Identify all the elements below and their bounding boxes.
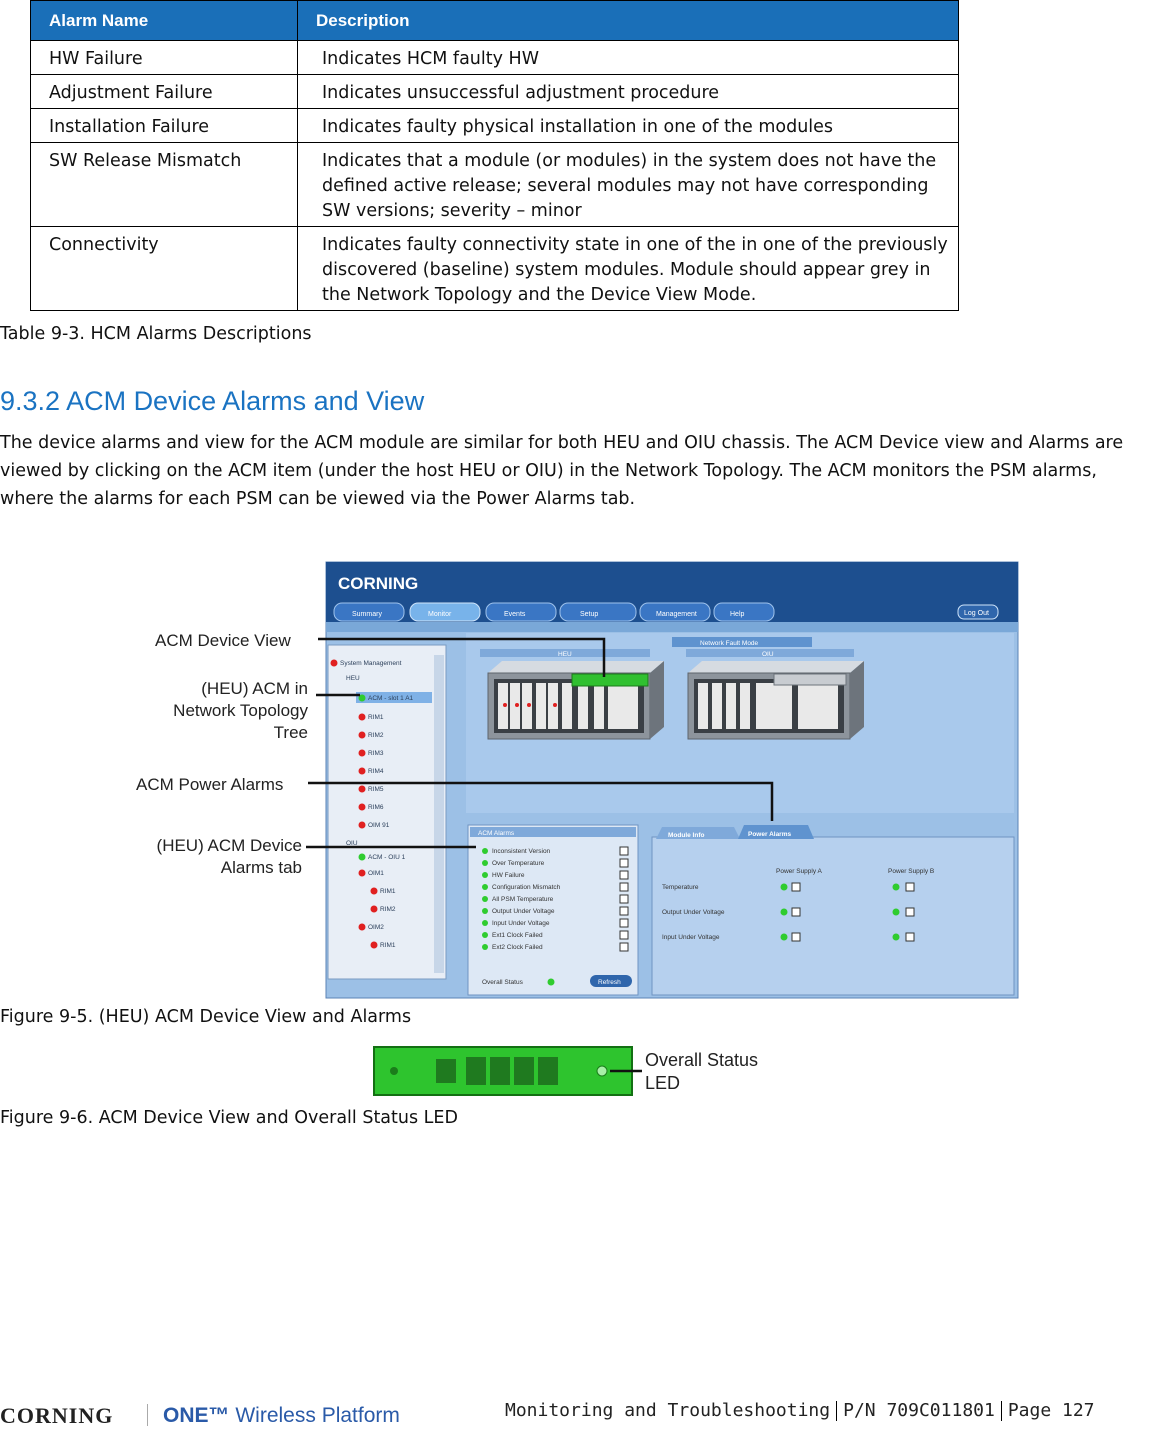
table-row [31,41,959,75]
alarm-desc-cell: Indicates unsuccessful adjustment procedure [298,75,959,109]
mask-checkbox[interactable] [620,919,628,927]
alarm-label: Over Temperature [492,860,545,867]
nav-tab-label: Monitor [428,611,452,618]
table-row [31,227,959,311]
mask-checkbox[interactable] [792,883,800,891]
tree-item: OIM 91 [368,822,390,829]
mask-checkbox[interactable] [620,895,628,903]
power-alarms-panel [652,837,1014,995]
status-led [359,854,366,861]
app-toolbar [326,622,1018,632]
body-line: viewed by clicking on the ACM item (under the host HEU or OIU) in the Network Topology. The ACM monitors the PSM alarms, [0,461,1097,481]
status-led [482,872,488,878]
table-row [31,109,959,143]
tree-item: ACM - slot 1 A1 [368,695,414,702]
tree-item: RIM1 [380,888,396,895]
footer-section: Monitoring and Troubleshooting [505,1400,831,1421]
callout-acm-device-view: ACM Device View [155,631,291,650]
table-header-row [31,1,959,41]
callout-acm-tree-3: Tree [273,723,308,742]
corning-logo: CORNING [0,1403,114,1428]
nav-tab-label: Management [656,611,697,618]
status-led [371,906,378,913]
alarm-label: HW Failure [492,872,525,879]
mask-checkbox[interactable] [792,908,800,916]
product-prefix: ONE™ [163,1404,230,1427]
status-led [482,932,488,938]
mask-checkbox[interactable] [620,883,628,891]
tree-item: RIM4 [368,768,384,775]
desc-line: SW versions; severity – minor [322,201,582,221]
status-led [359,870,366,877]
table-caption: Table 9-3. HCM Alarms Descriptions [0,324,312,344]
alarm-name-cell: SW Release Mismatch [31,143,298,227]
desc-line: defined active release; several modules may not have corresponding [322,176,929,196]
status-led [482,884,488,890]
tree-item: HEU [346,675,360,682]
nav-tab-label: Setup [580,611,599,618]
footer-part-number: P/N 709C011801 [843,1400,995,1421]
status-led [781,884,788,891]
alarm-name-cell: Installation Failure [31,109,298,143]
acm-module [572,674,648,686]
callout-labels [136,631,308,877]
oiu-chassis [688,661,864,739]
tree-item: RIM6 [368,804,384,811]
status-led [482,860,488,866]
alarm-label: Configuration Mismatch [492,884,561,891]
status-led [371,888,378,895]
desc-line: discovered (baseline) system modules. Module should appear grey in [322,260,931,280]
status-led [371,942,378,949]
column-header: Power Supply B [888,868,935,875]
overall-status-led [548,979,555,986]
alarms-panel-title: ACM Alarms [478,830,515,837]
hcm-alarms-table [30,0,959,311]
callout-acm-tree-2: Network Topology [173,701,308,720]
nav-tab-label: Help [730,611,745,618]
status-led [482,944,488,950]
acm-port [514,1057,534,1085]
overall-status-label: Overall Status [482,979,523,986]
callout-led: LED [645,1073,681,1093]
acm-port [436,1059,456,1083]
header-alarm-name: Alarm Name [31,1,298,41]
header-description: Description [298,1,959,41]
alarm-desc-cell: Indicates faulty physical installation in one of the modules [298,109,959,143]
refresh-label: Refresh [598,979,621,986]
tree-item: RIM2 [368,732,384,739]
row-label: Temperature [662,884,699,891]
device-view-title: Network Fault Mode [700,640,759,647]
desc-line: Indicates faulty connectivity state in one of the in one of the previously [322,235,948,255]
tree-item: System Management [340,660,402,667]
page-footer [0,1398,1156,1428]
status-led [482,896,488,902]
callout-overall-status: Overall Status [645,1050,759,1070]
mask-checkbox[interactable] [906,883,914,891]
callout-alarms-tab-2: Alarms tab [220,858,302,877]
figure-acm-overall-status-led [370,1043,790,1099]
tree-item: RIM1 [368,714,384,721]
desc-line: the Network Topology and the Device View Mode. [322,285,757,305]
body-line: The device alarms and view for the ACM module are similar for both HEU and OIU chassis. The ACM Device view and Alarms are [0,433,1124,453]
tree-item: ACM - OIU 1 [368,854,406,861]
status-led [359,786,366,793]
overall-status-led [597,1066,607,1076]
mask-checkbox[interactable] [620,847,628,855]
alarm-name-cell: HW Failure [31,41,298,75]
status-led [893,934,900,941]
status-led [359,714,366,721]
status-led [359,804,366,811]
status-led [331,660,338,667]
heu-label: HEU [558,651,572,658]
mask-checkbox[interactable] [620,943,628,951]
status-led [359,732,366,739]
acm-port [466,1057,486,1085]
footer-info [505,1400,1095,1421]
status-led [482,848,488,854]
figure-acm-device-view [0,555,1156,1005]
column-header: Power Supply A [776,868,822,875]
nav-tabs[interactable] [334,603,774,621]
tree-item: OIU [346,840,358,847]
callout-power-alarms: ACM Power Alarms [136,775,284,794]
alarm-name-cell: Connectivity [31,227,298,311]
nav-tab-label: Summary [352,611,382,618]
alarm-label: Input Under Voltage [492,920,550,927]
mask-checkbox[interactable] [906,908,914,916]
alarm-desc-cell [298,227,959,311]
alarm-desc-cell: Indicates HCM faulty HW [298,41,959,75]
status-led [781,909,788,916]
callout-acm-tree-1: (HEU) ACM in [201,679,308,698]
oiu-label: OIU [762,651,774,658]
status-led [359,768,366,775]
desc-line: Indicates that a module (or modules) in the system does not have the [322,151,937,171]
status-led [893,909,900,916]
status-led [482,920,488,926]
footer-divider [147,1404,148,1426]
status-led [359,750,366,757]
status-led [893,884,900,891]
mask-checkbox[interactable] [620,859,628,867]
tree-item: RIM3 [368,750,384,757]
tab-label: Module Info [668,832,705,839]
product-suffix: Wireless Platform [229,1404,400,1427]
status-led [781,934,788,941]
alarm-label: Inconsistent Version [492,848,551,855]
tree-item: RIM1 [380,942,396,949]
callout-alarms-tab-1: (HEU) ACM Device [156,836,302,855]
acm-port [538,1057,558,1085]
alarm-name-cell: Adjustment Failure [31,75,298,109]
row-label: Input Under Voltage [662,934,720,941]
alarm-label: Ext2 Clock Failed [492,944,543,951]
table-row [31,143,959,227]
mask-checkbox[interactable] [620,931,628,939]
table-row [31,75,959,109]
tree-scrollbar[interactable] [434,655,444,973]
status-led [482,908,488,914]
figure6-caption: Figure 9-6. ACM Device View and Overall Status LED [0,1108,458,1128]
tree-item: OIM1 [368,870,384,877]
tab-label: Power Alarms [748,831,792,838]
alarm-desc-cell [298,143,959,227]
alarm-label: Ext1 Clock Failed [492,932,543,939]
tree-item: RIM2 [380,906,396,913]
product-name [163,1404,400,1428]
logout-label: Log Out [964,610,989,617]
figure5-caption: Figure 9-5. (HEU) ACM Device View and Alarms [0,1007,412,1027]
mask-checkbox[interactable] [792,933,800,941]
section-heading: 9.3.2 ACM Device Alarms and View [0,386,425,416]
mask-checkbox[interactable] [620,871,628,879]
row-label: Output Under Voltage [662,909,725,916]
section-body [0,429,1156,513]
heu-chassis [488,661,664,739]
nav-tab-label: Events [504,611,526,618]
app-brand: CORNING [338,574,419,593]
footer-page: Page 127 [1007,1400,1095,1421]
status-led [359,822,366,829]
body-line: where the alarms for each PSM can be viewed via the Power Alarms tab. [0,489,636,509]
acm-port [490,1057,510,1085]
alarm-label: Output Under Voltage [492,908,555,915]
mask-checkbox[interactable] [620,907,628,915]
alarm-label: All PSM Temperature [492,896,554,903]
mask-checkbox[interactable] [906,933,914,941]
tree-item: OIM2 [368,924,384,931]
status-led [390,1067,398,1075]
tree-item: RIM5 [368,786,384,793]
status-led [359,924,366,931]
